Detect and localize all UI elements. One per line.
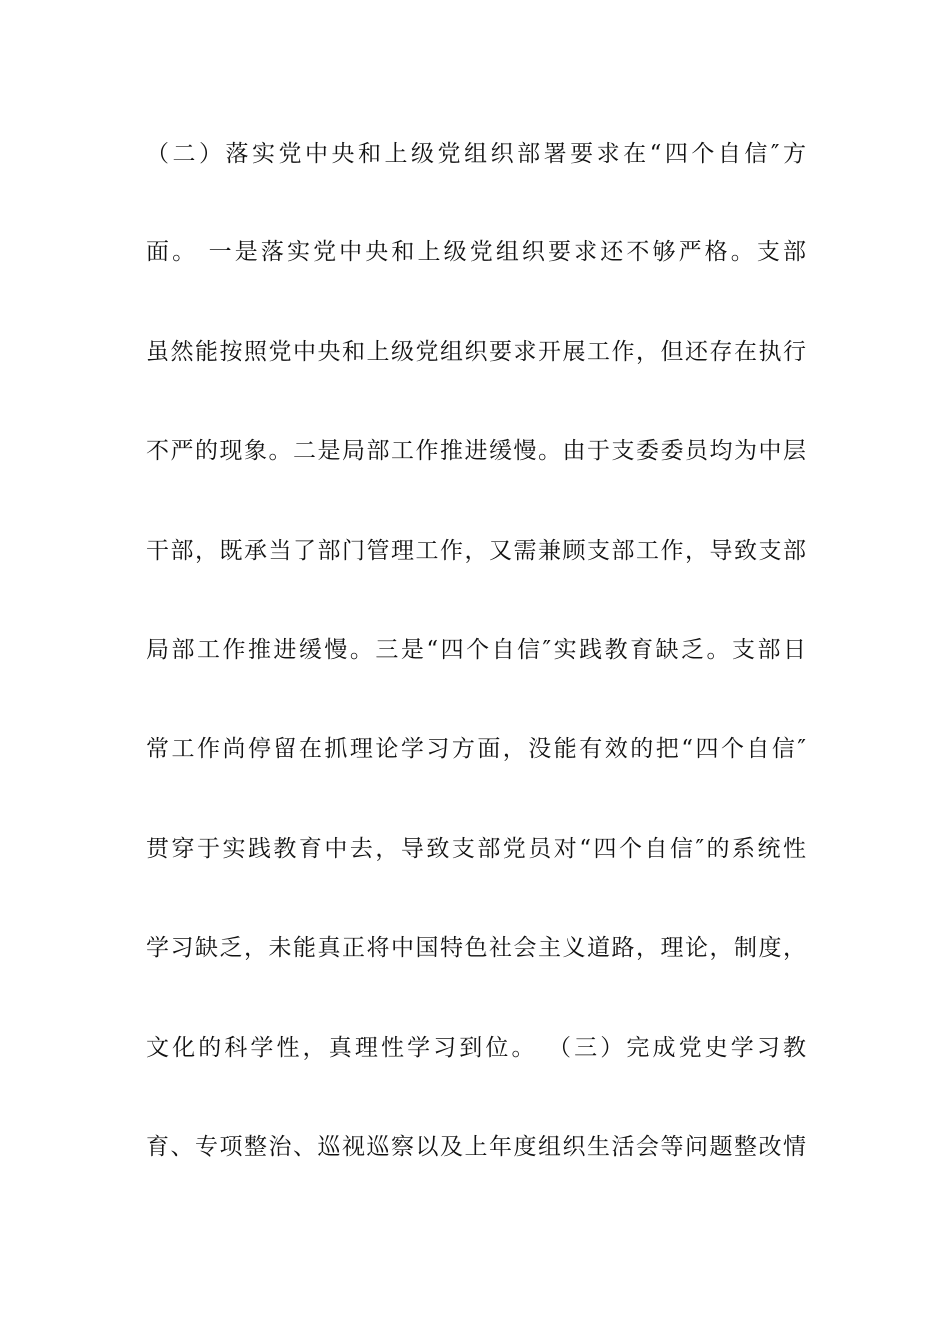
text-line-8: 贯穿于实践教育中去，导致支部党员对“四个自信″的系统性 bbox=[146, 836, 806, 862]
text-line-11: 育、专项整治、巡视巡察以及上年度组织生活会等问题整改情 bbox=[146, 1134, 806, 1160]
text-line-9: 学习缺乏，未能真正将中国特色社会主义道路，理论，制度， bbox=[146, 935, 806, 961]
text-line-3: 虽然能按照党中央和上级党组织要求开展工作，但还存在执行 bbox=[146, 339, 806, 365]
text-line-7: 常工作尚停留在抓理论学习方面，没能有效的把“四个自信″ bbox=[146, 736, 806, 762]
text-line-6: 局部工作推进缓慢。三是“四个自信″实践教育缺乏。支部日 bbox=[146, 637, 806, 663]
text-line-2: 面。 一是落实党中央和上级党组织要求还不够严格。支部 bbox=[146, 239, 806, 265]
text-line-1: （二）落实党中央和上级党组织部署要求在“四个自信″方 bbox=[146, 141, 806, 167]
text-line-4: 不严的现象。二是局部工作推进缓慢。由于支委委员均为中层 bbox=[146, 438, 806, 464]
text-line-5: 干部，既承当了部门管理工作，又需兼顾支部工作，导致支部 bbox=[146, 538, 806, 564]
text-line-10: 文化的科学性，真理性学习到位。 （三）完成党史学习教 bbox=[146, 1035, 806, 1061]
